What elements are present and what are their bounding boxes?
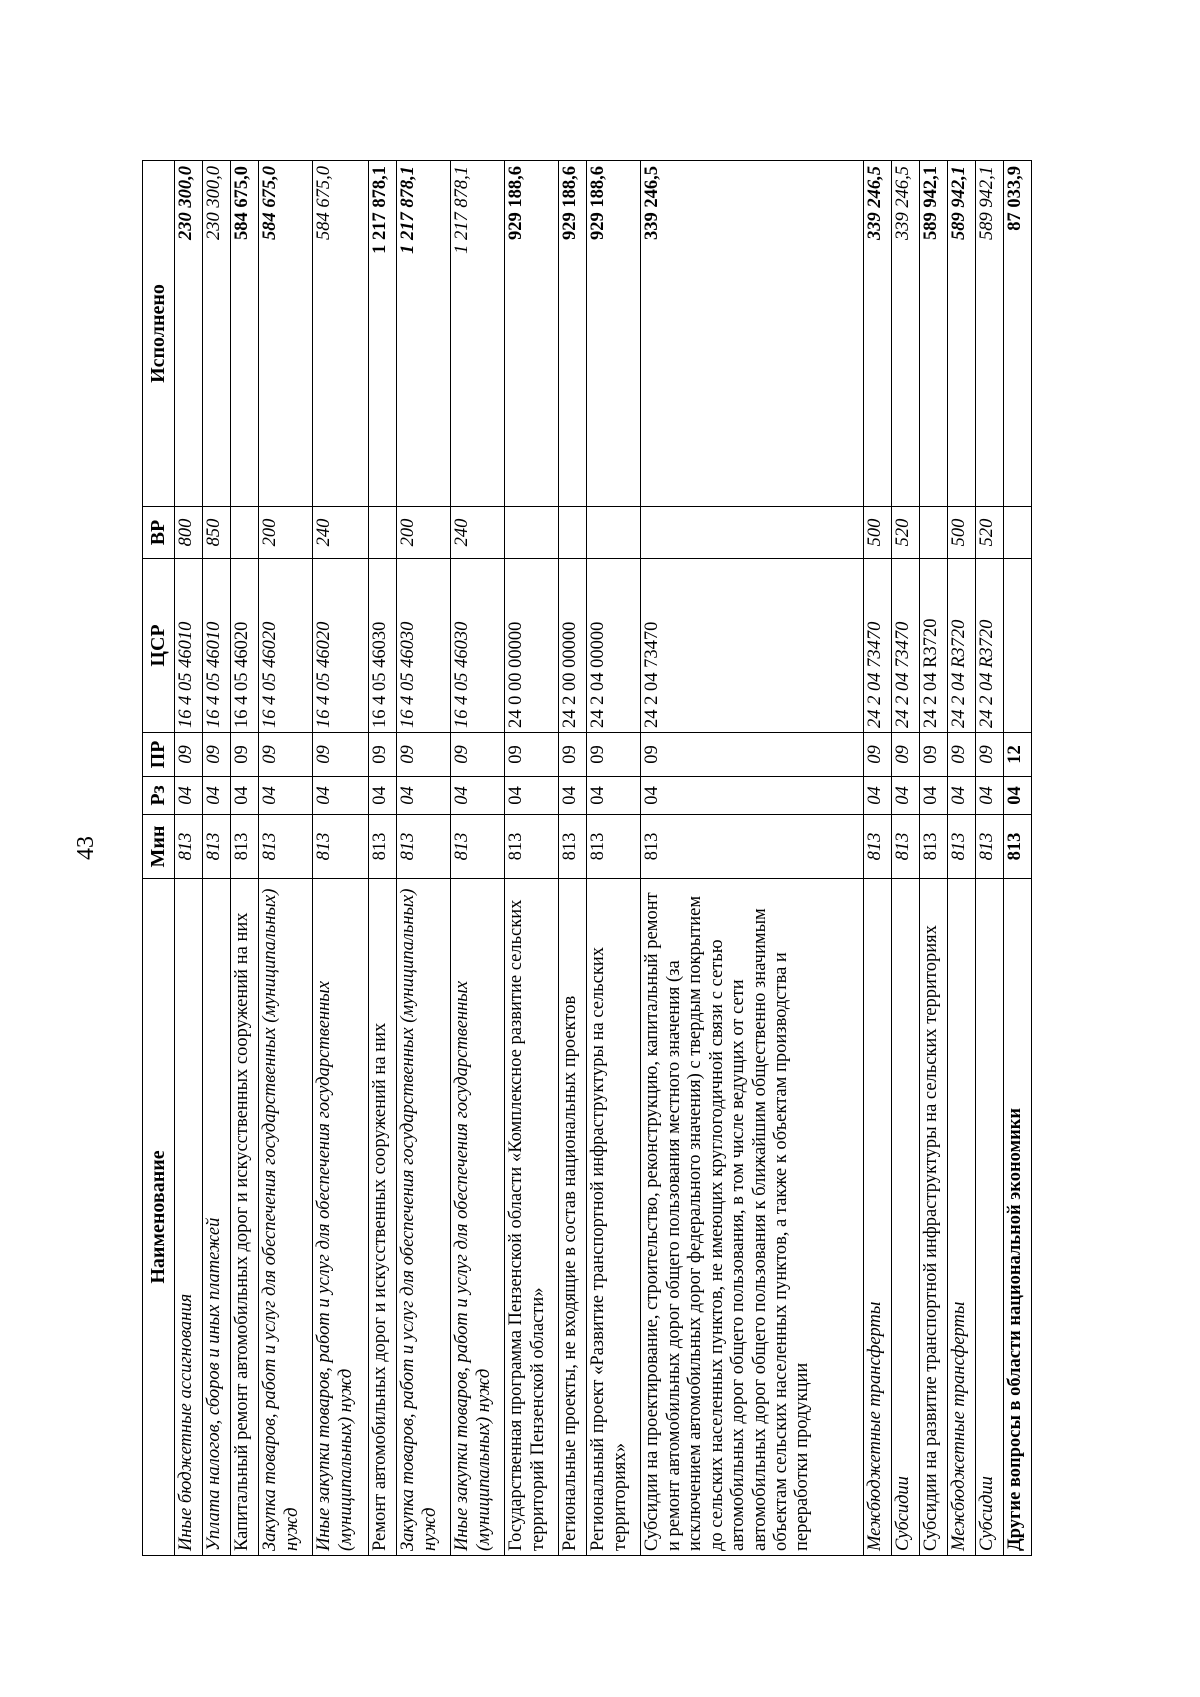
row-pr: 09 [259,733,313,777]
row-amount: 1 217 878,1 [397,161,451,507]
header-rz: Рз [143,777,175,815]
row-csr: 24 2 04 R3720 [919,559,947,733]
row-rz: 04 [505,777,559,815]
row-name: Капитальный ремонт автомобильных дорог и искусственных сооружений на них [231,879,259,1556]
row-name: Субсидии на развитие транспортной инфраструктуры на сельских территориях [919,879,947,1556]
row-name: Уплата налогов, сборов и иных платежей [203,879,231,1556]
table-row [919,161,947,1556]
table-row [259,161,313,1556]
row-pr: 09 [505,733,559,777]
table-row [587,161,641,1556]
row-vr: 500 [947,507,975,559]
row-vr [369,507,397,559]
row-name: Закупка товаров, работ и услуг для обеспечения государственных (муниципальных) нужд [397,879,451,1556]
row-pr: 09 [891,733,919,777]
row-amount: 339 246,5 [891,161,919,507]
row-vr: 520 [891,507,919,559]
row-csr: 24 2 00 00000 [559,559,587,733]
row-min: 813 [203,815,231,879]
row-amount: 230 300,0 [175,161,203,507]
row-csr: 24 2 04 R3720 [975,559,1003,733]
row-vr [505,507,559,559]
row-min: 813 [891,815,919,879]
row-min: 813 [313,815,369,879]
header-pr: ПР [143,733,175,777]
row-csr: 16 4 05 46020 [231,559,259,733]
row-min: 813 [505,815,559,879]
row-csr: 16 4 05 46010 [203,559,231,733]
row-min: 813 [451,815,505,879]
row-amount: 230 300,0 [203,161,231,507]
row-name: Субсидии на проектирование, строительство, реконструкцию, капитальный ремонт и ремонт автомобильных дорог общего пользования местного значения (за исключением автомобильных дорог федерального значения) с твердым покрытием до сельских населенных пунктов, не имеющих круглогодичной связи с сетью автомобильных дорог общего пользования, в том числе ведущих от сети автомобильных дорог общего пользования к ближайшим общественно значимым объектам сельских населенных пунктов, а также к объектам производства и переработки продукции [641,879,863,1556]
table-row [1003,161,1031,1556]
row-pr: 09 [231,733,259,777]
row-vr [587,507,641,559]
row-csr: 24 2 04 00000 [587,559,641,733]
row-amount: 1 217 878,1 [451,161,505,507]
row-name: Иные бюджетные ассигнования [175,879,203,1556]
row-vr: 520 [975,507,1003,559]
row-csr: 16 4 05 46020 [313,559,369,733]
page-number: 43 [73,836,99,860]
row-csr: 24 0 00 00000 [505,559,559,733]
row-min: 813 [175,815,203,879]
row-rz: 04 [231,777,259,815]
row-rz: 04 [451,777,505,815]
row-min: 813 [947,815,975,879]
row-vr [919,507,947,559]
table-row [505,161,559,1556]
row-amount: 929 188,6 [587,161,641,507]
table-row [641,161,863,1556]
row-min: 813 [259,815,313,879]
row-csr: 16 4 05 46030 [451,559,505,733]
row-csr: 16 4 05 46010 [175,559,203,733]
row-name: Иные закупки товаров, работ и услуг для обеспечения государственных (муниципальных) нужд [313,879,369,1556]
row-amount: 87 033,9 [1003,161,1031,507]
row-vr: 800 [175,507,203,559]
row-rz: 04 [203,777,231,815]
row-vr: 850 [203,507,231,559]
row-amount: 929 188,6 [559,161,587,507]
row-rz: 04 [891,777,919,815]
row-min: 813 [587,815,641,879]
row-amount: 929 188,6 [505,161,559,507]
row-vr: 500 [863,507,891,559]
table-row [559,161,587,1556]
row-pr: 09 [919,733,947,777]
row-rz: 04 [175,777,203,815]
row-vr: 200 [397,507,451,559]
row-csr [1003,559,1031,733]
row-min: 813 [863,815,891,879]
table-row [175,161,203,1556]
row-amount: 589 942,1 [919,161,947,507]
table-row [947,161,975,1556]
table-row [975,161,1003,1556]
row-pr: 09 [587,733,641,777]
row-pr: 12 [1003,733,1031,777]
row-pr: 09 [559,733,587,777]
row-csr: 16 4 05 46020 [259,559,313,733]
row-name: Другие вопросы в области национальной экономики [1003,879,1031,1556]
budget-table-rotated [142,161,1032,1556]
header-vr: ВР [143,507,175,559]
row-pr: 09 [451,733,505,777]
row-csr: 24 2 04 73470 [863,559,891,733]
row-name: Государственная программа Пензенской области «Комплексное развитие сельских территорий Пензенской области» [505,879,559,1556]
row-vr [1003,507,1031,559]
row-amount: 339 246,5 [863,161,891,507]
row-rz: 04 [863,777,891,815]
row-min: 813 [559,815,587,879]
row-rz: 04 [313,777,369,815]
table-row [891,161,919,1556]
row-rz: 04 [559,777,587,815]
row-rz: 04 [919,777,947,815]
row-min: 813 [1003,815,1031,879]
row-amount: 589 942,1 [947,161,975,507]
row-pr: 09 [369,733,397,777]
row-vr [559,507,587,559]
header-min: Мин [143,815,175,879]
row-rz: 04 [641,777,863,815]
row-name: Ремонт автомобильных дорог и искусственных сооружений на них [369,879,397,1556]
row-csr: 16 4 05 46030 [397,559,451,733]
row-min: 813 [641,815,863,879]
table-row [231,161,259,1556]
row-name: Субсидии [975,879,1003,1556]
row-min: 813 [397,815,451,879]
row-name: Иные закупки товаров, работ и услуг для обеспечения государственных (муниципальных) нужд [451,879,505,1556]
row-rz: 04 [975,777,1003,815]
row-name: Региональный проект «Развитие транспортной инфраструктуры на сельских территориях» [587,879,641,1556]
row-name: Региональные проекты, не входящие в состав национальных проектов [559,879,587,1556]
row-rz: 04 [947,777,975,815]
row-pr: 09 [947,733,975,777]
row-pr: 09 [203,733,231,777]
row-vr: 240 [313,507,369,559]
row-pr: 09 [175,733,203,777]
row-pr: 09 [863,733,891,777]
header-name: Наименование [143,879,175,1556]
row-vr: 240 [451,507,505,559]
table-row [451,161,505,1556]
row-name: Субсидии [891,879,919,1556]
row-pr: 09 [641,733,863,777]
row-min: 813 [919,815,947,879]
row-rz: 04 [397,777,451,815]
row-rz: 04 [1003,777,1031,815]
row-name: Межбюджетные трансферты [947,879,975,1556]
row-name: Межбюджетные трансферты [863,879,891,1556]
row-csr: 24 2 04 73470 [641,559,863,733]
table-row [203,161,231,1556]
row-name: Закупка товаров, работ и услуг для обеспечения государственных (муниципальных) нужд [259,879,313,1556]
table-row [863,161,891,1556]
row-amount: 584 675,0 [313,161,369,507]
row-amount: 589 942,1 [975,161,1003,507]
row-csr: 16 4 05 46030 [369,559,397,733]
row-pr: 09 [313,733,369,777]
table-header-row [143,161,175,1556]
row-min: 813 [231,815,259,879]
row-csr: 24 2 04 R3720 [947,559,975,733]
table-row [397,161,451,1556]
row-rz: 04 [587,777,641,815]
row-vr [231,507,259,559]
row-amount: 584 675,0 [231,161,259,507]
row-rz: 04 [259,777,313,815]
row-min: 813 [369,815,397,879]
header-amount: Исполнено [143,161,175,507]
row-csr: 24 2 04 73470 [891,559,919,733]
header-csr: ЦСР [143,559,175,733]
table-row [369,161,397,1556]
row-vr: 200 [259,507,313,559]
table-row [313,161,369,1556]
row-min: 813 [975,815,1003,879]
row-pr: 09 [397,733,451,777]
row-pr: 09 [975,733,1003,777]
row-amount: 584 675,0 [259,161,313,507]
row-vr [641,507,863,559]
row-amount: 1 217 878,1 [369,161,397,507]
row-amount: 339 246,5 [641,161,863,507]
budget-table [142,160,1032,1556]
row-rz: 04 [369,777,397,815]
